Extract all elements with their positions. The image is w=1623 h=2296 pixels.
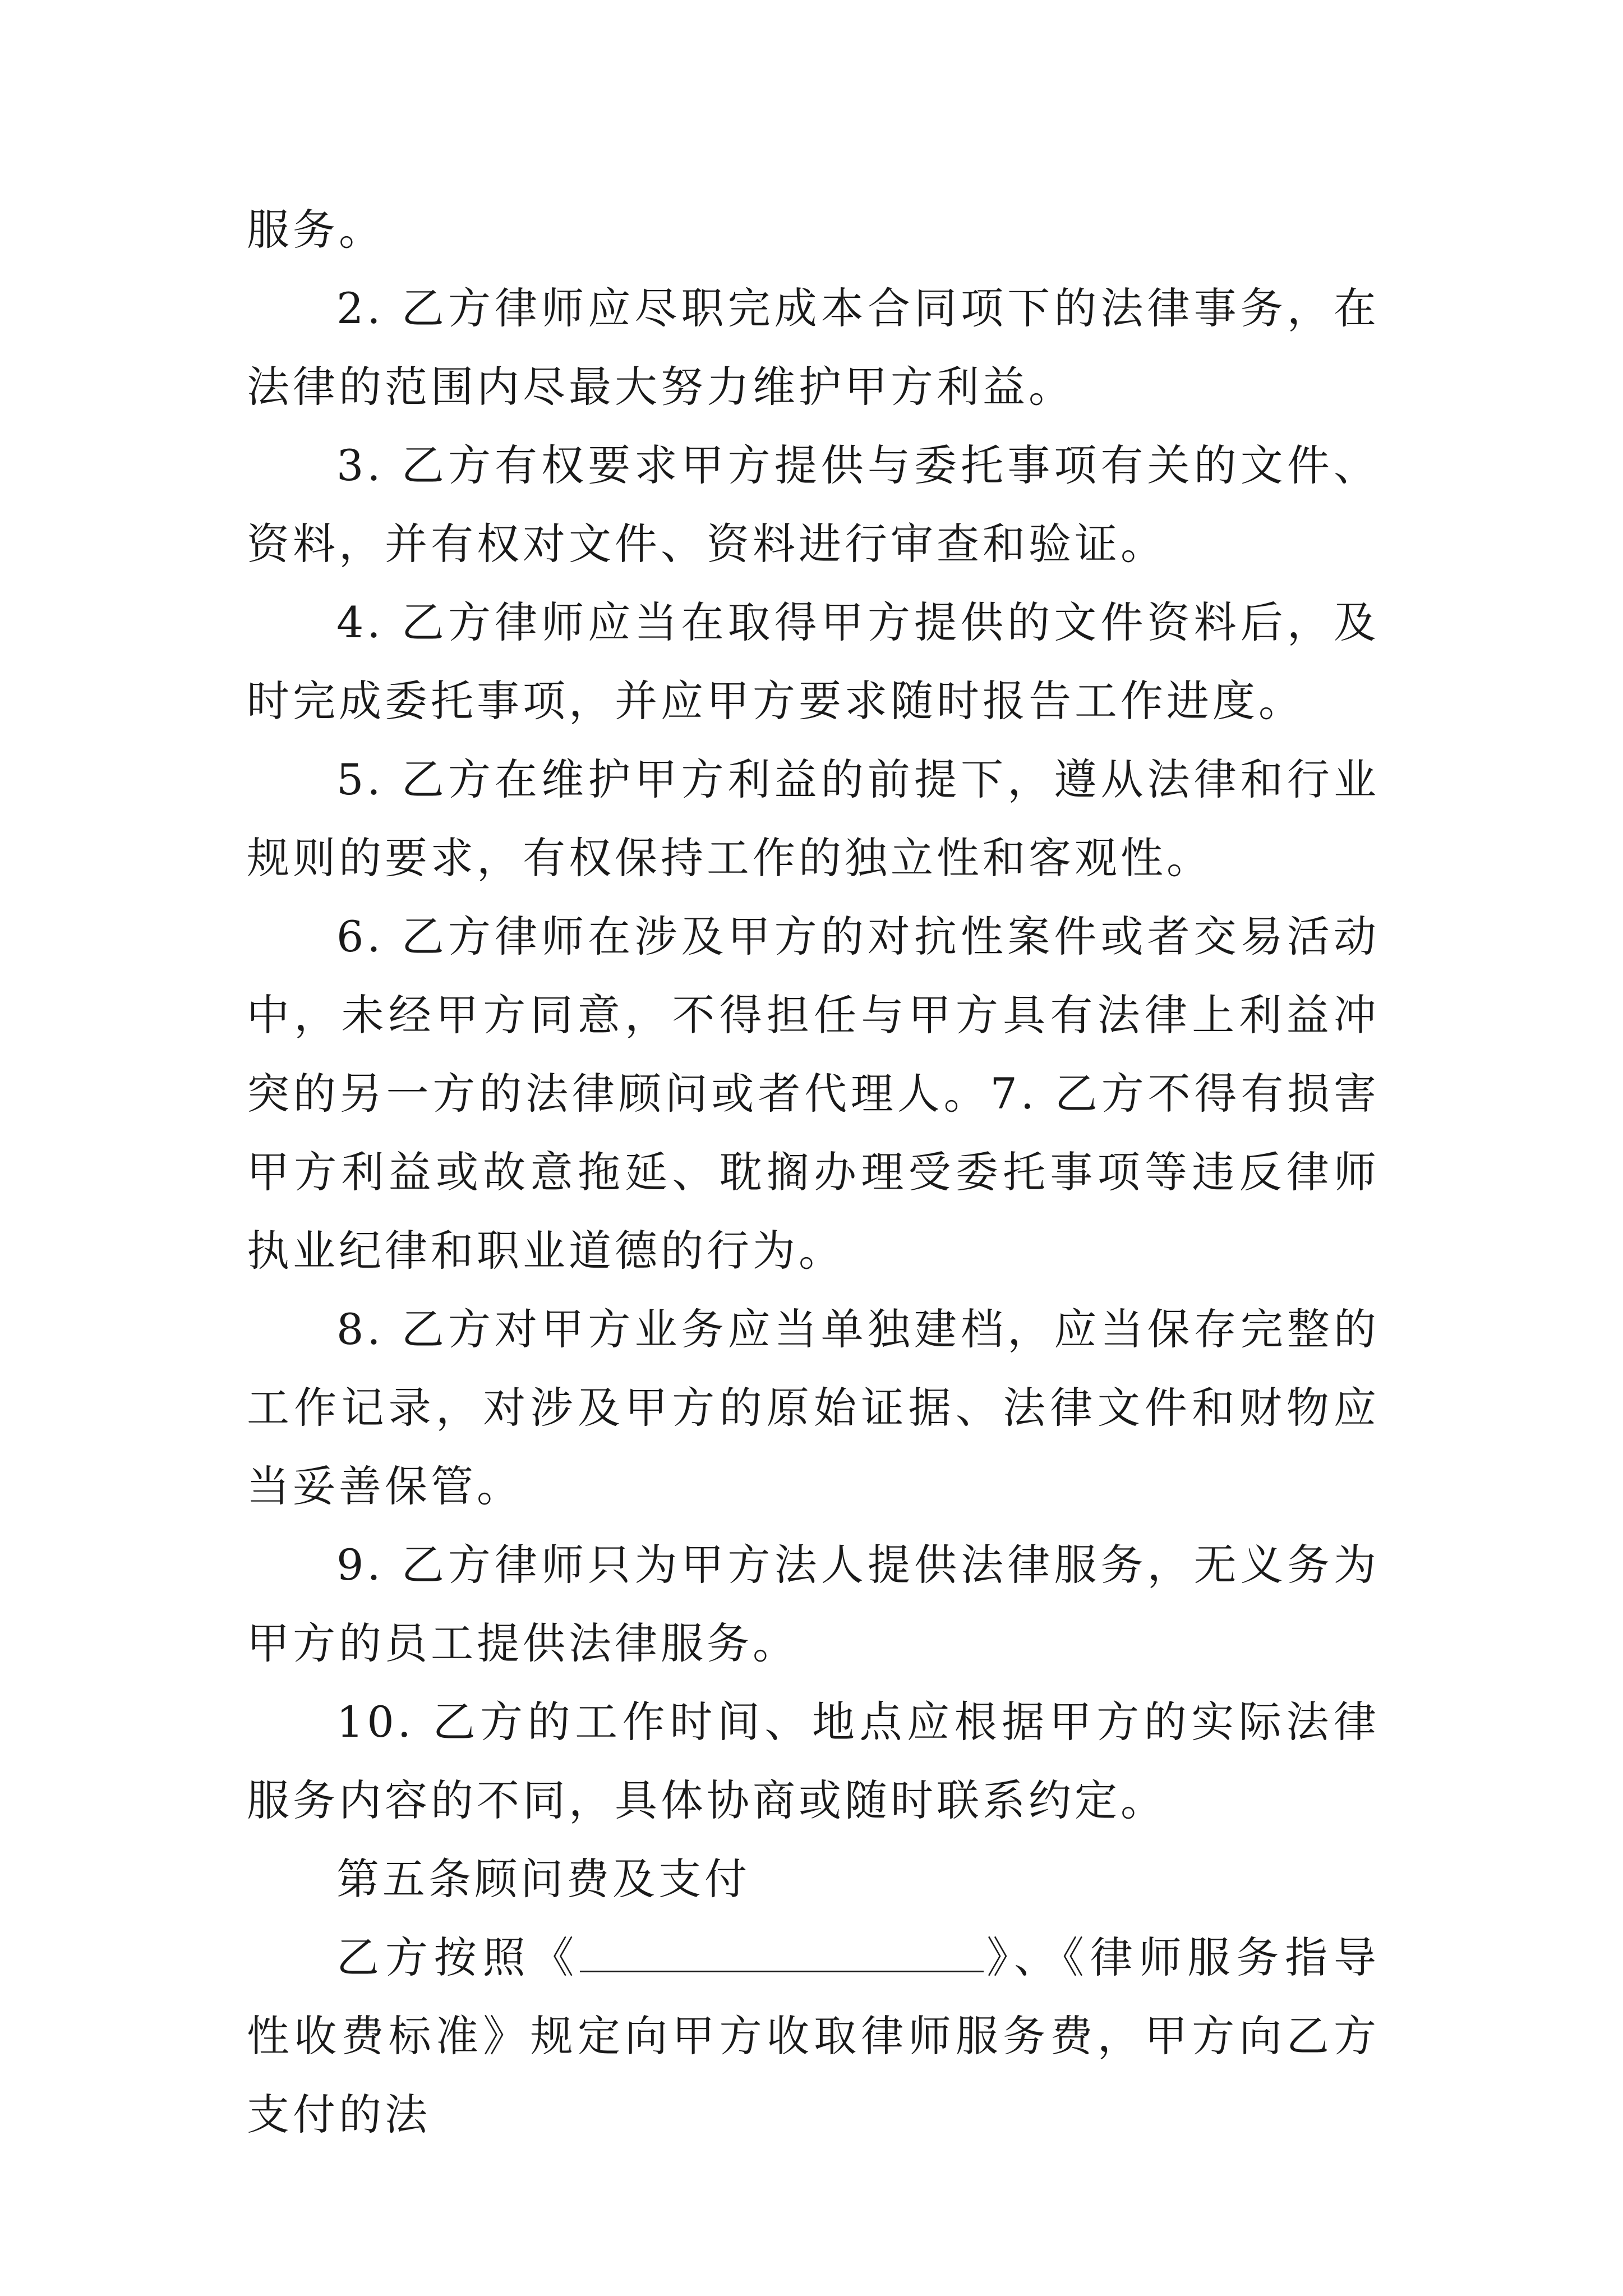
clause-4: 4. 乙方律师应当在取得甲方提供的文件资料后，及时完成委托事项，并应甲方要求随时报告工作进度。 <box>247 597 1380 726</box>
section-heading: 第五条顾问费及支付 <box>336 1854 750 1904</box>
clause-8: 8. 乙方对甲方业务应当单独建档，应当保存完整的工作记录，对涉及甲方的原始证据、法律文件和财物应当妥善保管。 <box>247 1304 1380 1511</box>
document-body <box>247 191 1380 2154</box>
clause-6-7: 6. 乙方律师在涉及甲方的对抗性案件或者交易活动中，未经甲方同意，不得担任与甲方具有法律上利益冲突的另一方的法律顾问或者代理人。7. 乙方不得有损害甲方利益或故意拖延、耽搁办理受委托事项等违反律师执业纪律和职业道德的行为。 <box>247 912 1380 1276</box>
fee-text-after: 》、《律师服务指导性收费标准》规定向甲方收取律师服务费，甲方向乙方支付的法 <box>247 1932 1380 2139</box>
fee-text-before: 乙方按照《 <box>336 1932 580 1982</box>
fill-in-blank[interactable] <box>580 1931 984 1972</box>
clause-5: 5. 乙方在维护甲方利益的前提下，遵从法律和行业规则的要求，有权保持工作的独立性和客观性。 <box>247 754 1380 883</box>
paragraph-continuation: 服务。 <box>247 205 385 255</box>
clause-3: 3. 乙方有权要求甲方提供与委托事项有关的文件、资料，并有权对文件、资料进行审查和验证。 <box>247 440 1380 569</box>
clause-9: 9. 乙方律师只为甲方法人提供法律服务，无义务为甲方的员工提供法律服务。 <box>247 1540 1380 1668</box>
fee-paragraph <box>247 1918 1380 2154</box>
clause-2: 2. 乙方律师应尽职完成本合同项下的法律事务，在法律的范围内尽最大努力维护甲方利益。 <box>247 283 1380 412</box>
clause-10: 10. 乙方的工作时间、地点应根据甲方的实际法律服务内容的不同，具体协商或随时联系约定。 <box>247 1697 1380 1825</box>
